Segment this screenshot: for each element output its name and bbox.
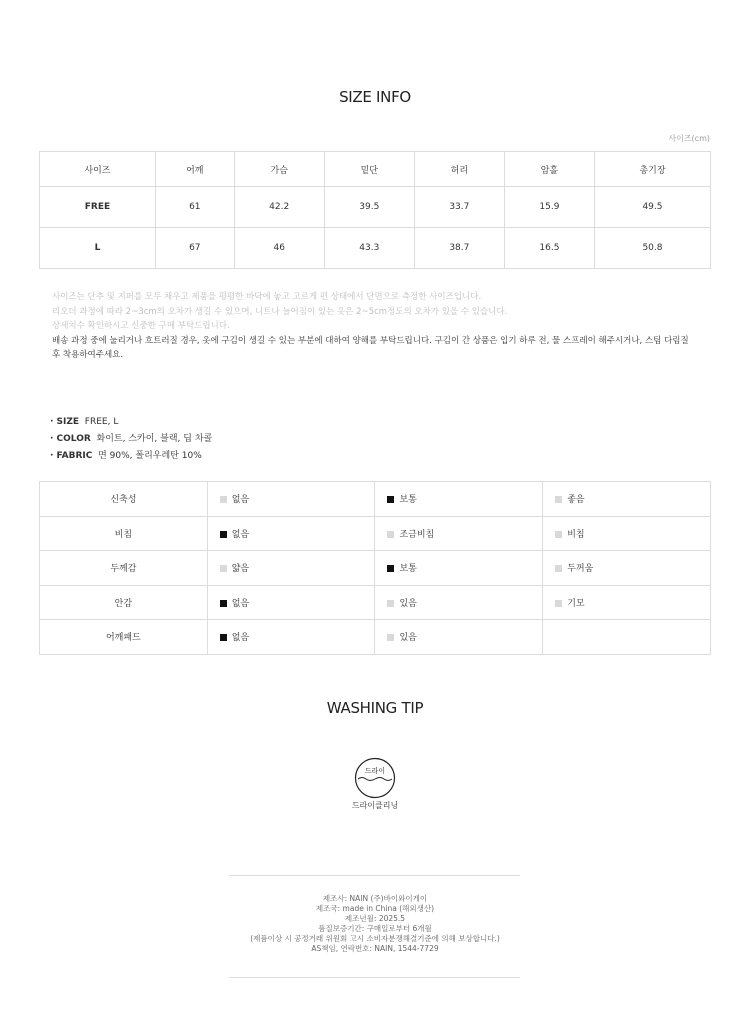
size-cell: 43.3	[324, 228, 414, 269]
spec-value: FREE, L	[84, 417, 119, 427]
checked-square-icon	[387, 496, 394, 503]
fit-row	[40, 516, 711, 551]
footer-line: AS책임, 연락번호: NAIN, 1544-7729	[311, 944, 439, 953]
fit-row	[40, 551, 711, 586]
footer-line: 제조국: made in China (해외생산)	[315, 904, 435, 913]
fit-row-label: 신축성	[40, 482, 208, 517]
size-cell: 16.5	[504, 228, 594, 269]
fit-option-label: 있음	[399, 598, 417, 609]
fit-option-label: 보통	[399, 564, 417, 575]
size-table	[39, 151, 711, 269]
unchecked-square-icon	[387, 600, 394, 607]
size-table-header-row	[40, 152, 711, 187]
fit-table-body	[40, 482, 711, 655]
fit-row	[40, 482, 711, 517]
washing-tip-title: WASHING TIP	[326, 699, 424, 717]
size-row-label: L	[40, 228, 156, 269]
fit-option-cell	[543, 516, 711, 551]
fit-row	[40, 585, 711, 620]
footer-info	[0, 894, 750, 954]
footer-divider-bottom	[229, 977, 520, 978]
fit-option-cell	[207, 620, 375, 655]
size-notes	[52, 290, 722, 363]
dry-clean-icon	[354, 757, 396, 799]
unchecked-square-icon	[555, 496, 562, 503]
fit-option-cell	[543, 620, 711, 655]
size-cell: 61	[155, 187, 234, 228]
fit-option-cell	[375, 482, 543, 517]
fit-option-cell	[375, 585, 543, 620]
fit-option-label: 좋음	[567, 495, 585, 506]
size-cell: 38.7	[414, 228, 504, 269]
spec-value: 면 90%, 폴리우레탄 10%	[98, 451, 202, 461]
size-cell: 39.5	[324, 187, 414, 228]
fit-option-label: 보통	[399, 495, 417, 506]
note-line: 사이즈는 단추 및 지퍼를 모두 채우고 제품을 평평한 바닥에 놓고 고르게 편 상태에서 단면으로 측정한 사이즈입니다.	[52, 292, 482, 302]
size-header-cell: 어깨	[155, 152, 234, 187]
unchecked-square-icon	[220, 565, 227, 572]
size-header-cell: 가슴	[234, 152, 324, 187]
size-header-cell: 사이즈	[40, 152, 156, 187]
size-cell: 46	[234, 228, 324, 269]
note-line: 상세치수 확인하시고 신중한 구매 부탁드립니다.	[52, 321, 230, 331]
fit-option-cell	[543, 585, 711, 620]
fit-option-label: 얇음	[231, 564, 250, 575]
size-unit-label: 사이즈(cm)	[668, 134, 710, 143]
size-table-row	[40, 228, 711, 269]
dry-clean-icon-text: 드라이	[364, 767, 386, 775]
fit-option-cell	[375, 620, 543, 655]
note-line: 배송 과정 중에 눌리거나 흐트러질 경우, 옷에 구김이 생길 수 있는 부분에 대하여 양해를 부탁드립니다. 구김이 간 상품은 입기 하루 전, 물 스프레이 해주시거나, 스팀 다림질	[52, 335, 689, 346]
dry-clean-label: 드라이클리닝	[351, 801, 399, 810]
unchecked-square-icon	[555, 600, 562, 607]
fit-option-label: 기모	[567, 598, 585, 609]
checked-square-icon	[220, 531, 227, 538]
unchecked-square-icon	[387, 634, 394, 641]
size-info-title: SIZE INFO	[339, 88, 411, 106]
note-line: 리오더 과정에 따라 2~3cm의 오차가 생길 수 있으며, 니트나 늘어짐이 있는 옷은 2~5cm정도의 오차가 있을 수 있습니다.	[52, 306, 508, 317]
fit-option-cell	[207, 551, 375, 586]
spec-color	[50, 431, 212, 448]
footer-line: 제조사: NAIN (주)바이와이게이	[322, 894, 428, 903]
size-header-cell: 허리	[414, 152, 504, 187]
spec-size	[50, 414, 212, 431]
note-line: 후 착용하여주세요.	[52, 350, 124, 360]
unchecked-square-icon	[387, 531, 394, 538]
footer-line: (제품이상 시 공정거래 위원회 고시 소비자분쟁해결기준에 의해 보상합니다.)	[250, 934, 500, 943]
checked-square-icon	[220, 600, 227, 607]
spec-label: · SIZE	[50, 417, 80, 427]
product-specs	[50, 414, 212, 465]
spec-value: 화이트, 스카이, 블랙, 딥 차콜	[96, 434, 213, 444]
size-header-cell: 총기장	[594, 152, 710, 187]
fit-row-label: 두께감	[40, 551, 208, 586]
size-cell: 42.2	[234, 187, 324, 228]
fit-option-cell	[375, 516, 543, 551]
fit-row-label: 어깨패드	[40, 620, 208, 655]
footer-divider-top	[229, 875, 520, 876]
unchecked-square-icon	[220, 496, 227, 503]
spec-label: · FABRIC	[50, 451, 93, 461]
size-table-row	[40, 187, 711, 228]
checked-square-icon	[387, 565, 394, 572]
fit-row-label: 안감	[40, 585, 208, 620]
fit-table	[39, 481, 711, 655]
fit-option-cell	[375, 551, 543, 586]
fit-option-cell	[543, 551, 711, 586]
fit-option-label: 없음	[231, 529, 250, 540]
unchecked-square-icon	[555, 565, 562, 572]
unchecked-square-icon	[555, 531, 562, 538]
checked-square-icon	[220, 634, 227, 641]
fit-option-cell	[207, 516, 375, 551]
size-row-label: FREE	[40, 187, 156, 228]
fit-row	[40, 620, 711, 655]
size-cell: 15.9	[504, 187, 594, 228]
fit-option-cell	[543, 482, 711, 517]
fit-option-label: 두꺼움	[567, 564, 594, 575]
spec-label: · COLOR	[50, 434, 91, 444]
fit-row-label: 비침	[40, 516, 208, 551]
footer-line: 제조년월: 2025.5	[344, 914, 406, 923]
fit-option-label: 비침	[567, 529, 585, 540]
fit-option-cell	[207, 585, 375, 620]
size-cell: 33.7	[414, 187, 504, 228]
spec-fabric	[50, 448, 212, 465]
fit-option-cell	[207, 482, 375, 517]
footer-line: 품질보증기간: 구매일로부터 6개월	[318, 924, 432, 933]
fit-option-label: 조금비침	[399, 529, 435, 540]
size-header-cell: 밑단	[324, 152, 414, 187]
size-cell: 50.8	[594, 228, 710, 269]
fit-option-label: 없음	[231, 633, 250, 644]
fit-option-label: 없음	[231, 495, 250, 506]
size-header-cell: 암홀	[504, 152, 594, 187]
fit-option-label: 있음	[399, 633, 417, 644]
size-cell: 67	[155, 228, 234, 269]
fit-option-label: 없음	[231, 598, 250, 609]
size-cell: 49.5	[594, 187, 710, 228]
